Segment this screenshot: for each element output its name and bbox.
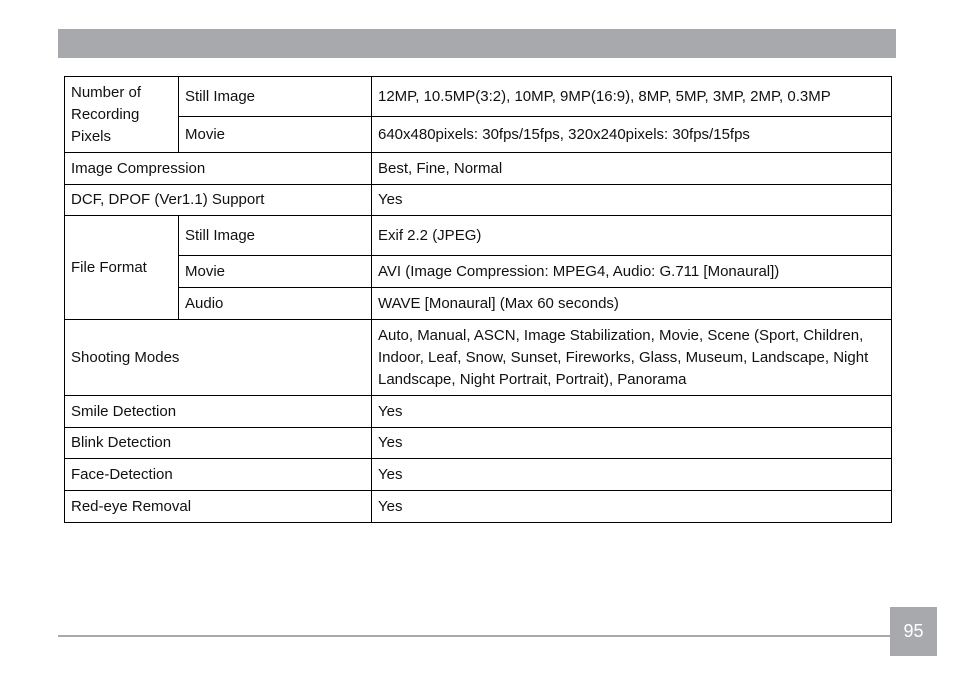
dcf-dpof-value: Yes [372, 185, 892, 216]
header-band [58, 29, 896, 58]
table-row [65, 428, 892, 459]
shooting-modes-value: Auto, Manual, ASCN, Image Stabilization, Movie, Scene (Sport, Children, Indoor, Leaf, Snow, Sunset, Fireworks, Glass, Museum, Landscape, Night Landscape, Night Portrait, Portrait), Panorama [372, 320, 892, 396]
smile-detection-label: Smile Detection [65, 396, 372, 428]
table-row [65, 216, 892, 256]
red-eye-removal-value: Yes [372, 491, 892, 523]
file-format-audio-label: Audio [179, 288, 372, 320]
table-row [65, 288, 892, 320]
table-row [65, 185, 892, 216]
specifications-table [64, 76, 892, 523]
footer-rule [58, 635, 890, 637]
dcf-dpof-label: DCF, DPOF (Ver1.1) Support [65, 185, 372, 216]
blink-detection-value: Yes [372, 428, 892, 459]
file-format-movie-label: Movie [179, 256, 372, 288]
file-format-audio-value: WAVE [Monaural] (Max 60 seconds) [372, 288, 892, 320]
blink-detection-label: Blink Detection [65, 428, 372, 459]
file-format-still-value: Exif 2.2 (JPEG) [372, 216, 892, 256]
recording-movie-value: 640x480pixels: 30fps/15fps, 320x240pixels: 30fps/15fps [372, 117, 892, 153]
recording-still-label: Still Image [179, 77, 372, 117]
image-compression-label: Image Compression [65, 153, 372, 185]
table-row [65, 117, 892, 153]
table-row [65, 320, 892, 396]
recording-pixels-label: Number of Recording Pixels [65, 77, 179, 153]
file-format-movie-value: AVI (Image Compression: MPEG4, Audio: G.711 [Monaural]) [372, 256, 892, 288]
page-number: 95 [890, 607, 937, 656]
recording-still-value: 12MP, 10.5MP(3:2), 10MP, 9MP(16:9), 8MP, 5MP, 3MP, 2MP, 0.3MP [372, 77, 892, 117]
table-row [65, 256, 892, 288]
file-format-still-label: Still Image [179, 216, 372, 256]
recording-movie-label: Movie [179, 117, 372, 153]
table-row [65, 153, 892, 185]
red-eye-removal-label: Red-eye Removal [65, 491, 372, 523]
file-format-label: File Format [65, 216, 179, 320]
table-row [65, 459, 892, 491]
table-row [65, 77, 892, 117]
face-detection-label: Face-Detection [65, 459, 372, 491]
table-row [65, 491, 892, 523]
image-compression-value: Best, Fine, Normal [372, 153, 892, 185]
table-row [65, 396, 892, 428]
smile-detection-value: Yes [372, 396, 892, 428]
face-detection-value: Yes [372, 459, 892, 491]
shooting-modes-label: Shooting Modes [65, 320, 372, 396]
